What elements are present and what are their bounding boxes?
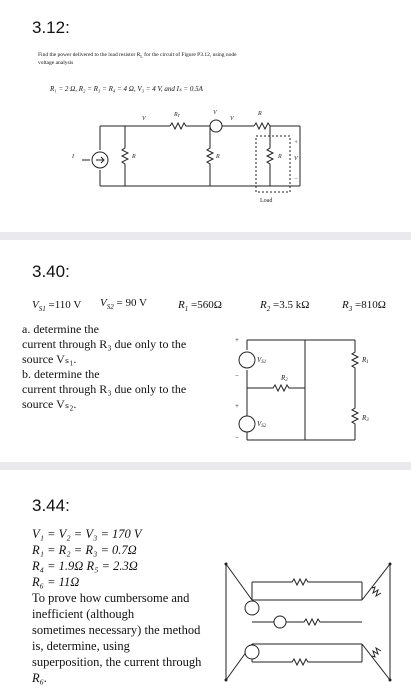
text-line: source Vₛ₁. (22, 352, 77, 366)
text-line: R₁ = R₂ = R₃ = 0.7Ω (32, 543, 137, 557)
label-r2-top: R (258, 111, 262, 117)
problem-card-3-40 (0, 240, 411, 462)
circuit-diagram (212, 552, 408, 692)
label-vs2: VS2 (257, 420, 267, 429)
label-is: I (72, 154, 74, 160)
label-r3: R (216, 154, 220, 160)
text-line: To prove how cumbersome and (32, 591, 190, 605)
text-line: current through R₃ due only to the (22, 382, 187, 396)
label-r2: R2 (281, 374, 288, 383)
voltage-source-2-icon (274, 616, 286, 628)
voltage-source-1-icon (245, 601, 259, 615)
given-vs2: $V_{S2} = 90$ V (100, 297, 147, 312)
problem-number: 3.40: (32, 262, 70, 281)
text-line: a. determine the (22, 322, 99, 336)
label-minus: − (294, 176, 299, 182)
circuit-diagram (70, 100, 340, 210)
text-line: V₁ = V₂ = V₃ = 170 V (32, 527, 142, 541)
given-r3: $R_3 =810\Omega$ (342, 299, 386, 314)
label-vs1: VS1 (257, 356, 267, 365)
label-minus-s1: − (235, 372, 239, 380)
label-plus-s1: + (235, 336, 239, 344)
label-r1: R (132, 154, 136, 160)
text-line: R₆. (32, 671, 48, 685)
problem-givens: R₁ = 2 Ω, R₂ = R₃ = R₄ = 4 Ω, V₃ = 4 V, and Iₛ = 0.5A (50, 85, 203, 93)
voltage-source-s2-icon (239, 416, 255, 432)
voltage-source-3-icon (245, 645, 259, 659)
label-rl: R (278, 154, 282, 160)
problem-text (22, 322, 227, 412)
label-r1: R1 (362, 356, 369, 365)
label-r3: R3 (362, 414, 369, 423)
label-v1: V (142, 116, 146, 122)
label-vs: V (213, 110, 217, 116)
label-plus-s2: + (235, 402, 239, 410)
given-vs1: $V_{S1} =110$ V (32, 299, 82, 314)
voltage-source-s1-icon (239, 352, 255, 368)
problem-number: 3.44: (32, 496, 70, 515)
text-line: R₆ = 11Ω (32, 575, 80, 589)
problem-card-3-12 (0, 0, 411, 232)
label-load: Load (260, 198, 273, 204)
text-line: source Vₛ₂. (22, 397, 77, 411)
label-v2: V (230, 116, 234, 122)
label-minus-s2: − (235, 434, 239, 442)
text-line: current through R₃ due only to the (22, 337, 187, 351)
label-plus: + (294, 140, 299, 146)
voltage-source-icon (210, 120, 222, 132)
node-dot-icon (389, 563, 392, 566)
text-line: R₄ = 1.9Ω R₅ = 2.3Ω (32, 559, 138, 573)
text-line: is, determine, using (32, 639, 130, 653)
text-line: b. determine the (22, 367, 100, 381)
problem-number: 3.12: (32, 18, 70, 37)
problem-instruction: Find the power delivered to the load resistor $R_L$ for the circuit of Figure P3.12, using node voltage analysis (38, 52, 237, 67)
label-vl: V (294, 156, 298, 162)
given-r2: $R_2 =3.5$ kΩ (260, 299, 310, 314)
problem-card-3-44 (0, 470, 411, 700)
problem-text (32, 526, 222, 686)
text-line: superposition, the current through (32, 655, 202, 669)
node-dot-icon (225, 679, 228, 682)
text-line: sometimes necessary) the method (32, 623, 201, 637)
given-r1: $R_1 =560\Omega$ (178, 299, 222, 314)
node-dot-icon (389, 679, 392, 682)
node-dot-icon (225, 563, 228, 566)
label-rt: RT (174, 112, 180, 118)
circuit-diagram (225, 328, 405, 448)
text-line: inefficient (although (32, 607, 135, 621)
